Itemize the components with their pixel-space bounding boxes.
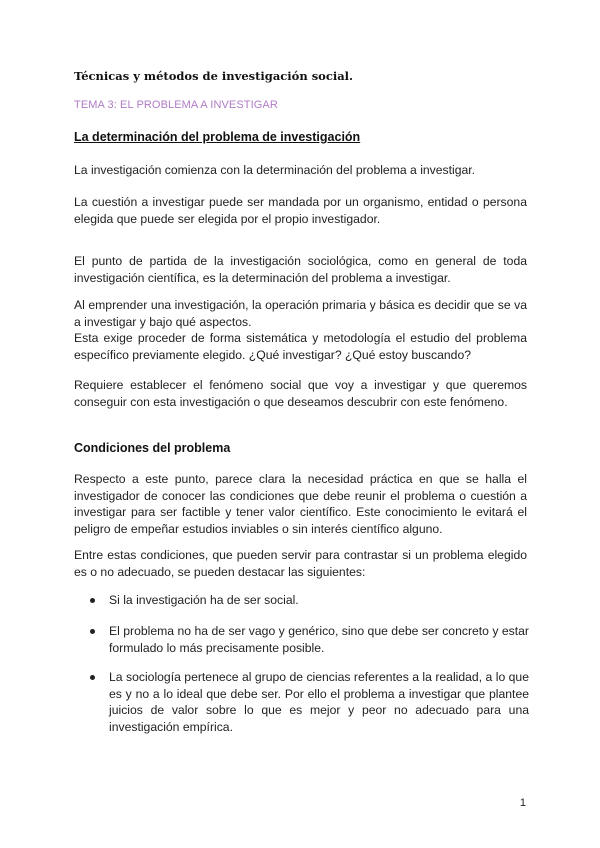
document-title: Técnicas y métodos de investigación social. — [74, 69, 354, 83]
paragraph: La investigación comienza con la determinación del problema a investigar. — [74, 163, 476, 177]
section-heading-determination: La determinación del problema de investigación — [74, 130, 361, 144]
bullet-icon — [90, 629, 95, 634]
paragraph: El punto de partida de la investigación sociológica, como en general de toda investigación científica, es la determinación del problema a investigar. — [74, 254, 527, 285]
bullet-icon — [90, 598, 95, 603]
paragraph: La cuestión a investigar puede ser mandada por un organismo, entidad o persona elegida que puede ser elegida por el propio investigador. — [74, 195, 527, 226]
paragraph: Esta exige proceder de forma sistemática y metodología el estudio del problema específico previamente elegido. ¿Qué investigar? ¿Qué estoy buscando? — [74, 331, 527, 362]
paragraph: Al emprender una investigación, la operación primaria y básica es decidir que se va a investigar y bajo qué aspectos. — [74, 298, 527, 329]
topic-heading: TEMA 3: EL PROBLEMA A INVESTIGAR — [74, 99, 278, 111]
section-heading-conditions: Condiciones del problema — [74, 441, 231, 455]
bullet-icon — [90, 675, 95, 680]
list-item-text: Si la investigación ha de ser social. — [109, 593, 299, 607]
paragraph: Respecto a este punto, parece clara la necesidad práctica en que se halla el investigador de conocer las condiciones que debe reunir el problema o cuestión a investigar para ser factible y tener valor científico. Este conocimiento le evitará el peligro de empeñar estudios inviables o sin interés científico alguno. — [74, 472, 527, 536]
paragraph: Requiere establecer el fenómeno social que voy a investigar y que queremos conseguir con esta investigación o que deseamos descubrir con este fenómeno. — [74, 378, 527, 409]
list-item-text: La sociología pertenece al grupo de ciencias referentes a la realidad, a lo que es y no a lo ideal que debe ser. Por ello el problema a investigar que plantee juicios de valor sobre lo que es mejor y peor no adecuado para una investigación empírica. — [109, 670, 529, 734]
page-number: 1 — [519, 797, 526, 809]
paragraph: Entre estas condiciones, que pueden servir para contrastar si un problema elegido es o no adecuado, se pueden destacar las siguientes: — [74, 548, 527, 579]
list-item-text: El problema no ha de ser vago y genérico, sino que debe ser concreto y estar formulado lo más precisamente posible. — [109, 624, 529, 655]
